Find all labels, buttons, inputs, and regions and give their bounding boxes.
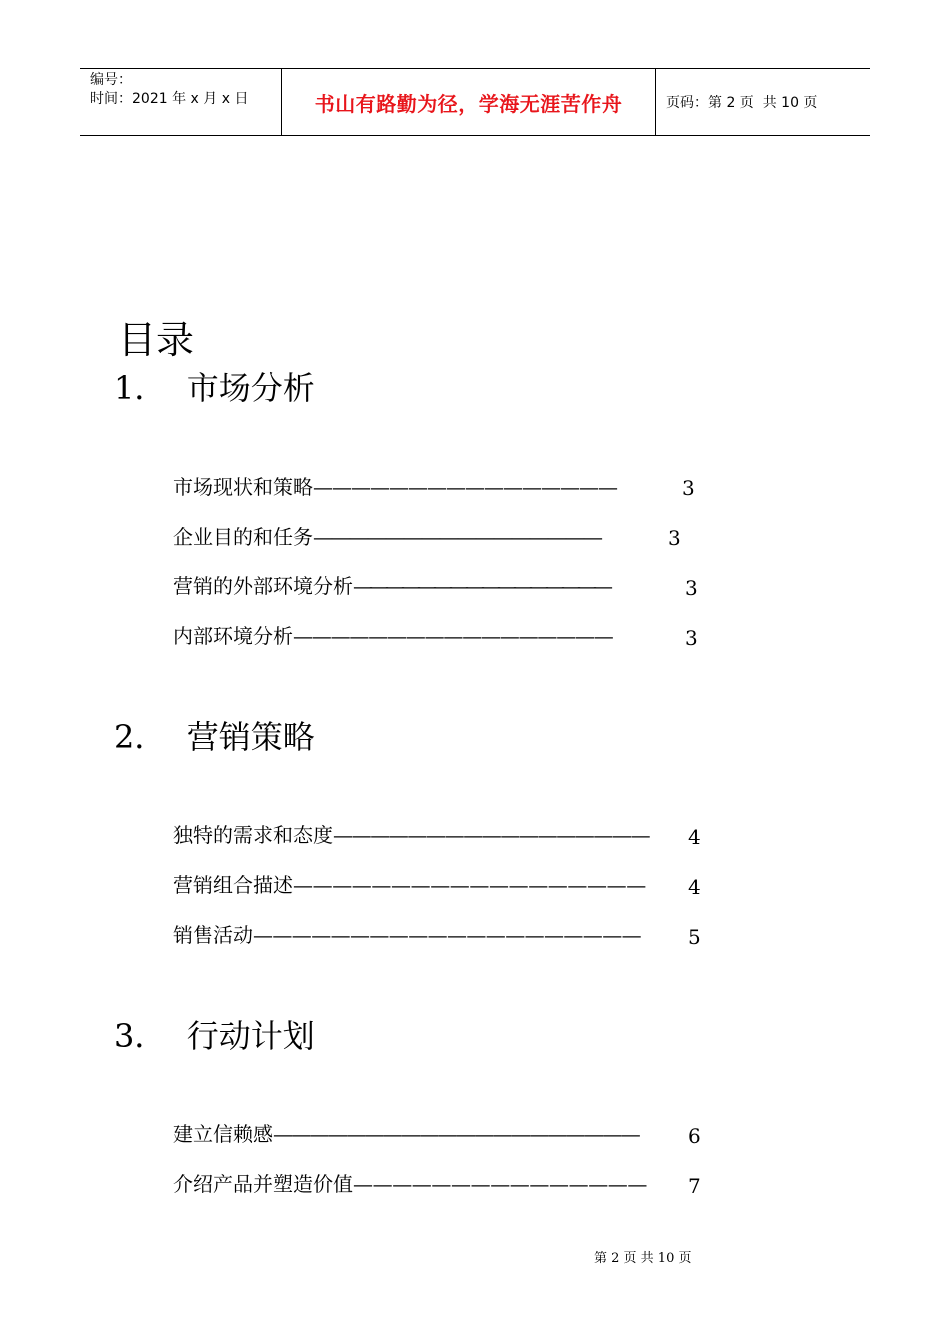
- toc-entry[interactable]: [173, 573, 609, 599]
- toc-entry-label: 介绍产品并塑造价值: [173, 1172, 353, 1196]
- document-number-label: 编号：: [90, 72, 132, 88]
- toc-entry[interactable]: [173, 872, 646, 898]
- toc-entry-leader: ————————————————: [353, 574, 609, 598]
- toc-entry-label: 内部环境分析: [173, 624, 293, 648]
- footer-page-number: 第 2 页 共 10 页: [594, 1251, 692, 1266]
- toc-entry[interactable]: [173, 623, 613, 649]
- toc-entry-page: 4: [688, 875, 701, 899]
- toc-entry-label: 营销的外部环境分析: [173, 574, 353, 598]
- header-page-info: [656, 69, 870, 135]
- toc-entry-leader: ————————————————————: [253, 923, 642, 947]
- toc-entry-leader: ——————————————————: [293, 873, 646, 897]
- toc-entry-leader: —————————————————: [333, 823, 650, 847]
- toc-entry-label: 企业目的和任务: [173, 525, 313, 549]
- toc-section-title-1: 1． 市场分析: [114, 369, 315, 407]
- toc-entry[interactable]: [173, 524, 601, 550]
- header-page-info-text: 页码：第 2 页 共 10 页: [666, 95, 818, 111]
- toc-entry-page: 3: [685, 576, 698, 600]
- document-time-label: 时间：2021 年 x 月 x 日: [90, 91, 249, 107]
- toc-title: 目录: [118, 318, 195, 362]
- toc-section-title-2: 2． 营销策略: [114, 718, 315, 756]
- header-meta: [80, 69, 282, 135]
- toc-entry-label: 销售活动: [173, 923, 253, 947]
- toc-entry-page: 6: [688, 1124, 701, 1148]
- toc-entry[interactable]: [173, 474, 617, 500]
- toc-entry-label: 独特的需求和态度: [173, 823, 333, 847]
- toc-entry-page: 3: [685, 626, 698, 650]
- toc-entry-leader: ———————————————: [353, 1172, 648, 1196]
- toc-entry-leader: ————————————————: [313, 475, 617, 499]
- toc-entry[interactable]: [173, 822, 649, 848]
- toc-entry-leader: ————————————————: [313, 525, 601, 549]
- toc-entry-label: 营销组合描述: [173, 873, 293, 897]
- toc-entry-label: 建立信赖感: [173, 1122, 273, 1146]
- toc-entry-page: 3: [668, 526, 681, 550]
- toc-entry-leader: —————————————————: [293, 624, 613, 648]
- toc-entry-label: 市场现状和策略: [173, 475, 313, 499]
- toc-section-title-3: 3． 行动计划: [114, 1017, 315, 1055]
- toc-entry[interactable]: [173, 922, 641, 948]
- header-motto: 书山有路勤为径，学海无涯苦作舟: [282, 69, 656, 135]
- toc-entry-page: 3: [682, 476, 695, 500]
- toc-entry-leader: ————————————————————: [273, 1122, 640, 1146]
- toc-entry-page: 4: [688, 825, 701, 849]
- page-header: [80, 68, 870, 136]
- toc-entry-page: 7: [688, 1174, 701, 1198]
- toc-entry[interactable]: [173, 1121, 639, 1147]
- toc-entry-page: 5: [688, 925, 701, 949]
- toc-entry[interactable]: [173, 1171, 647, 1197]
